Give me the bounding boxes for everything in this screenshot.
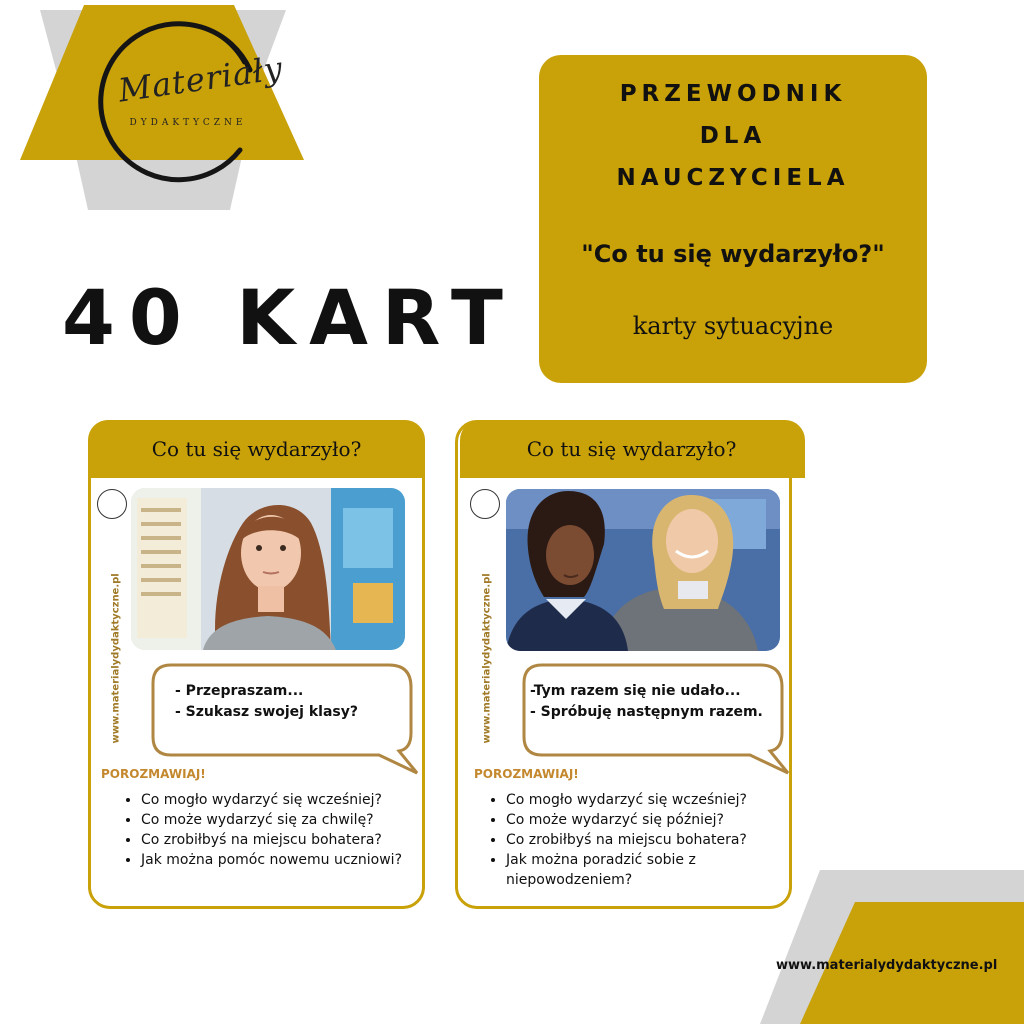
mini-logo-icon: [470, 489, 500, 519]
speech-text: [175, 681, 415, 723]
speech-text: [530, 681, 770, 723]
logo-background-shapes: [0, 0, 320, 230]
guide-subtitle: karty sytuacyjne: [632, 312, 834, 340]
discussion-label: POROZMAWIAJ!: [101, 767, 206, 781]
guide-quote: "Co tu się wydarzyło?": [581, 240, 885, 268]
corner-decoration-shapes: [760, 870, 1024, 1024]
discussion-questions: [486, 790, 806, 890]
card-side-url: www.materialydydaktyczne.pl: [110, 573, 122, 744]
speech-line-1: - Przepraszam...: [175, 683, 304, 699]
guide-title-line-2: DLA: [699, 123, 767, 149]
footer-website-link[interactable]: www.materialydydaktyczne.pl: [776, 958, 998, 973]
speech-line-2: - Szukasz swojej klasy?: [175, 704, 358, 720]
speech-line-2: - Spróbuję następnym razem.: [530, 704, 763, 720]
mini-logo-icon: [97, 489, 127, 519]
card-title: Co tu się wydarzyło?: [526, 437, 737, 461]
guide-title: [539, 73, 927, 199]
question-item: • Co może wydarzyć się później?: [506, 810, 806, 830]
card-photo: [131, 488, 405, 650]
discussion-label: POROZMAWIAJ!: [474, 767, 579, 781]
card-count-heading: 40 KART: [62, 273, 517, 362]
guide-title-line-3: NAUCZYCIELA: [616, 165, 850, 191]
question-item: • Jak można poradzić sobie z niepowodzeniem?: [506, 850, 806, 890]
question-item: • Co mogło wydarzyć się wcześniej?: [141, 790, 441, 810]
discussion-questions: [121, 790, 441, 870]
situation-card-1: [88, 420, 425, 909]
card-title: Co tu się wydarzyło?: [151, 437, 362, 461]
logo-subtitle: DYDAKTYCZNE: [129, 118, 247, 128]
speech-line-1: -Tym razem się nie udało...: [530, 683, 741, 699]
situation-card-2: [455, 420, 792, 909]
question-item: • Jak można pomóc nowemu uczniowi?: [141, 850, 441, 870]
question-item: • Co zrobiłbyś na miejscu bohatera?: [506, 830, 806, 850]
guide-title-line-1: PRZEWODNIK: [619, 81, 847, 107]
logo-script-text: Materiały: [116, 48, 286, 110]
question-item: • Co mogło wydarzyć się wcześniej?: [506, 790, 806, 810]
card-photo: [506, 489, 780, 651]
card-side-url: www.materialydydaktyczne.pl: [481, 573, 493, 744]
question-item: • Co zrobiłbyś na miejscu bohatera?: [141, 830, 441, 850]
question-item: • Co może wydarzyć się za chwilę?: [141, 810, 441, 830]
